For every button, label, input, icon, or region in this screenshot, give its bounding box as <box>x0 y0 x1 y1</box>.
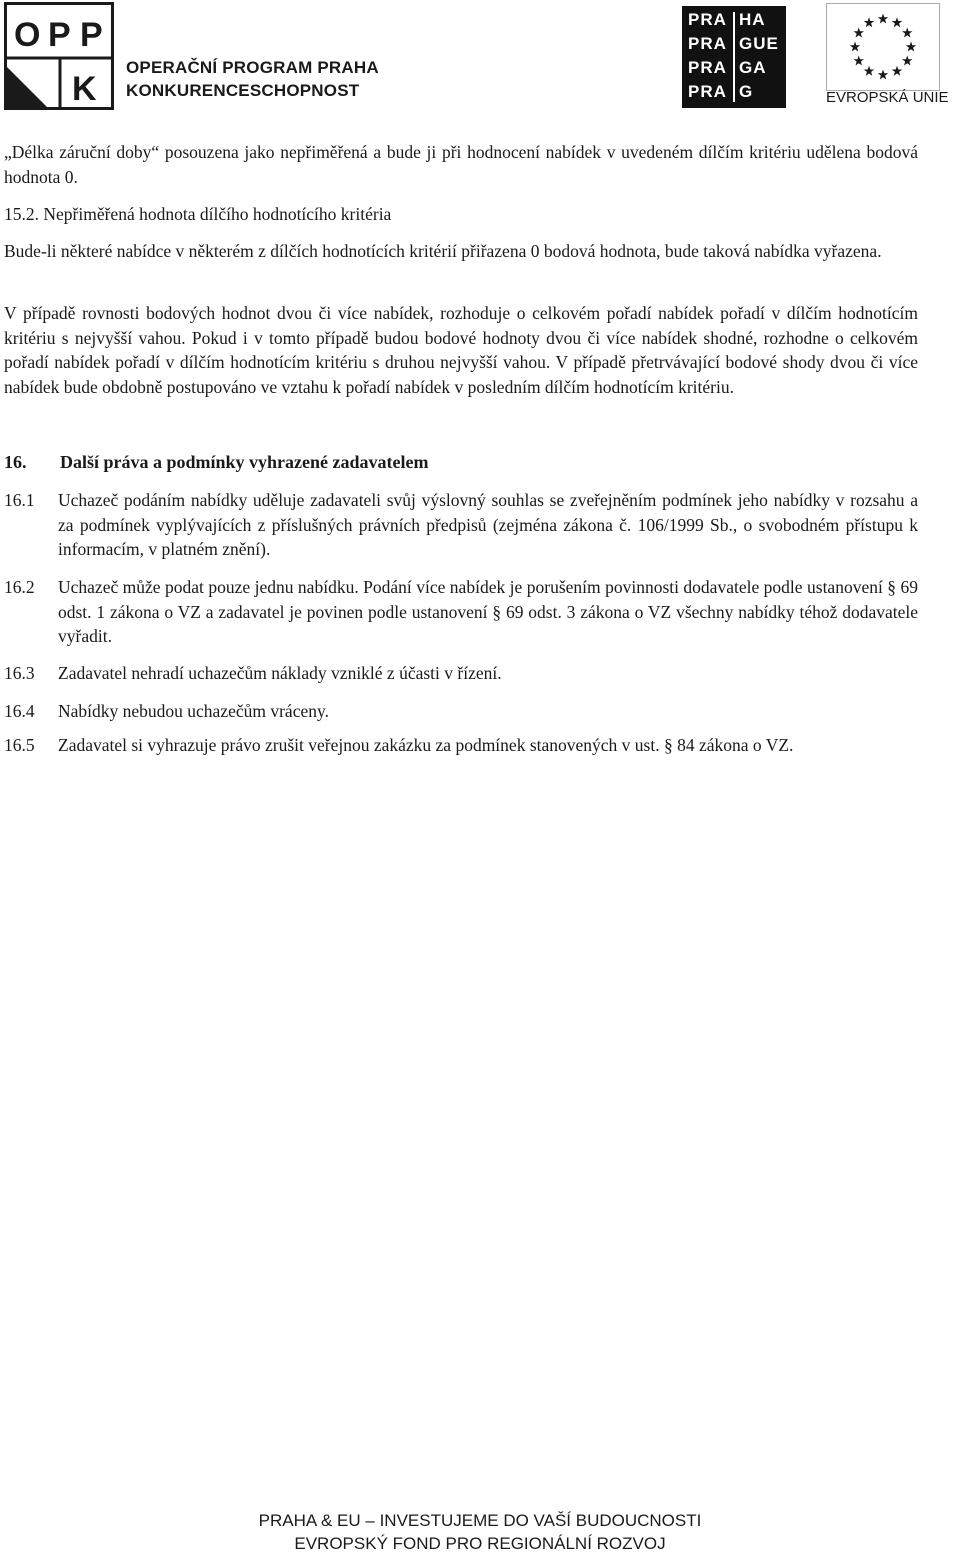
praha-logo-divider <box>733 12 735 102</box>
praha-logo-cell: GA <box>739 58 767 77</box>
list-item-text: Uchazeč může podat pouze jednu nabídku. Podání více nabídek je porušením povinnosti dodavatele podle ustanovení § 69 odst. 1 zákona o VZ a zadavatel je povinen podle ustanovení § 69 odst. 3 zákona o VZ všechny nabídky téhož dodavatele vyřadit. <box>58 577 918 646</box>
footer-line-2: EVROPSKÝ FOND PRO REGIONÁLNÍ ROZVOJ <box>294 1534 666 1553</box>
praha-logo-cell: PRA <box>688 82 727 101</box>
list-item-text: Nabídky nebudou uchazečům vráceny. <box>58 701 329 721</box>
list-item-number: 16.3 <box>4 663 35 683</box>
eu-star-icon <box>850 42 860 52</box>
opp-logo-letter-1: O <box>14 16 41 54</box>
opp-logo-letter-3: P <box>80 16 103 54</box>
opp-k-logo <box>4 2 114 110</box>
eu-flag-icon <box>826 3 940 91</box>
eu-star-icon <box>878 14 888 24</box>
praha-logo-cell: PRA <box>688 34 727 53</box>
praha-logo-cell: PRA <box>688 10 727 29</box>
eu-star-icon <box>854 56 864 66</box>
list-item-text: Uchazeč podáním nabídky uděluje zadavateli svůj výslovný souhlas se zveřejněním podmínek jeho nabídky v rozsahu a za podmínek vyplývajících z příslušných právních předpisů (zejména zákona č. 106/1999 Sb., o svobodném přístupu k informacím, v platném znění). <box>58 490 918 559</box>
eu-star-icon <box>902 28 912 38</box>
opp-program-line-1: OPERAČNÍ PROGRAM PRAHA <box>126 58 379 77</box>
opp-logo-letter-2: P <box>48 16 71 54</box>
intro-paragraph: „Délka záruční doby“ posouzena jako nepřiměřená a bude ji při hodnocení nabídek v uvedeném dílčím kritériu udělena bodová hodnota 0. <box>4 142 918 187</box>
eu-label: EVROPSKÁ UNIE <box>826 89 949 106</box>
eu-star-icon <box>864 66 874 76</box>
section-16-number: 16. <box>4 452 27 472</box>
eu-star-icon <box>892 66 902 76</box>
opp-logo-letter-4: K <box>72 70 97 108</box>
praha-logo-cell: GUE <box>739 34 779 53</box>
equality-paragraph: V případě rovnosti bodových hodnot dvou či více nabídek, rozhoduje o celkovém pořadí nabídek pořadí v dílčím hodnotícím kritériu s nejvyšší vahou. Pokud i v tomto případě budou bodové hodnoty dvou či více nabídek shodné, rozhodne o celkovém pořadí nabídek pořadí v dílčím hodnotícím kritériu s druhou nejvyšší vahou. V případě přetrvávající bodové shody dvou či více nabídek bude obdobně postupováno ve vztahu k pořadí nabídek v posledním dílčím hodnotícím kritériu. <box>4 303 918 397</box>
eu-star-icon <box>854 28 864 38</box>
eu-star-icon <box>906 42 916 52</box>
section-16-heading <box>4 450 429 474</box>
opp-program-name <box>126 56 379 102</box>
eu-star-icon <box>892 17 902 27</box>
opp-program-line-2: KONKURENCESCHOPNOST <box>126 81 360 100</box>
praha-logo-cell: G <box>739 82 754 101</box>
list-item-text: Zadavatel nehradí uchazečům náklady vzniklé z účasti v řízení. <box>58 663 502 683</box>
eu-star-icon <box>864 17 874 27</box>
list-item-number: 16.5 <box>4 735 35 755</box>
praha-logo-cell: PRA <box>688 58 727 77</box>
section-15-2-paragraph: Bude-li některé nabídce v některém z dílčích hodnotících kritérií přiřazena 0 bodová hodnota, bude taková nabídka vyřazena. <box>4 241 882 261</box>
eu-star-icon <box>878 70 888 80</box>
praha-logo <box>682 6 786 108</box>
section-15-2-heading: 15.2. Nepřiměřená hodnota dílčího hodnotícího kritéria <box>4 204 392 224</box>
praha-logo-cell: HA <box>739 10 766 29</box>
list-item-number: 16.1 <box>4 490 35 510</box>
list-item-number: 16.2 <box>4 577 35 597</box>
list-item-text: Zadavatel si vyhrazuje právo zrušit veřejnou zakázku za podmínek stanovených v ust. § 84 zákona o VZ. <box>58 735 794 755</box>
list-item-number: 16.4 <box>4 701 35 721</box>
footer-line-1: PRAHA & EU – INVESTUJEME DO VAŠÍ BUDOUCNOSTI <box>258 1511 702 1530</box>
eu-star-icon <box>902 56 912 66</box>
section-16-title: Další práva a podmínky vyhrazené zadavatelem <box>60 452 429 472</box>
